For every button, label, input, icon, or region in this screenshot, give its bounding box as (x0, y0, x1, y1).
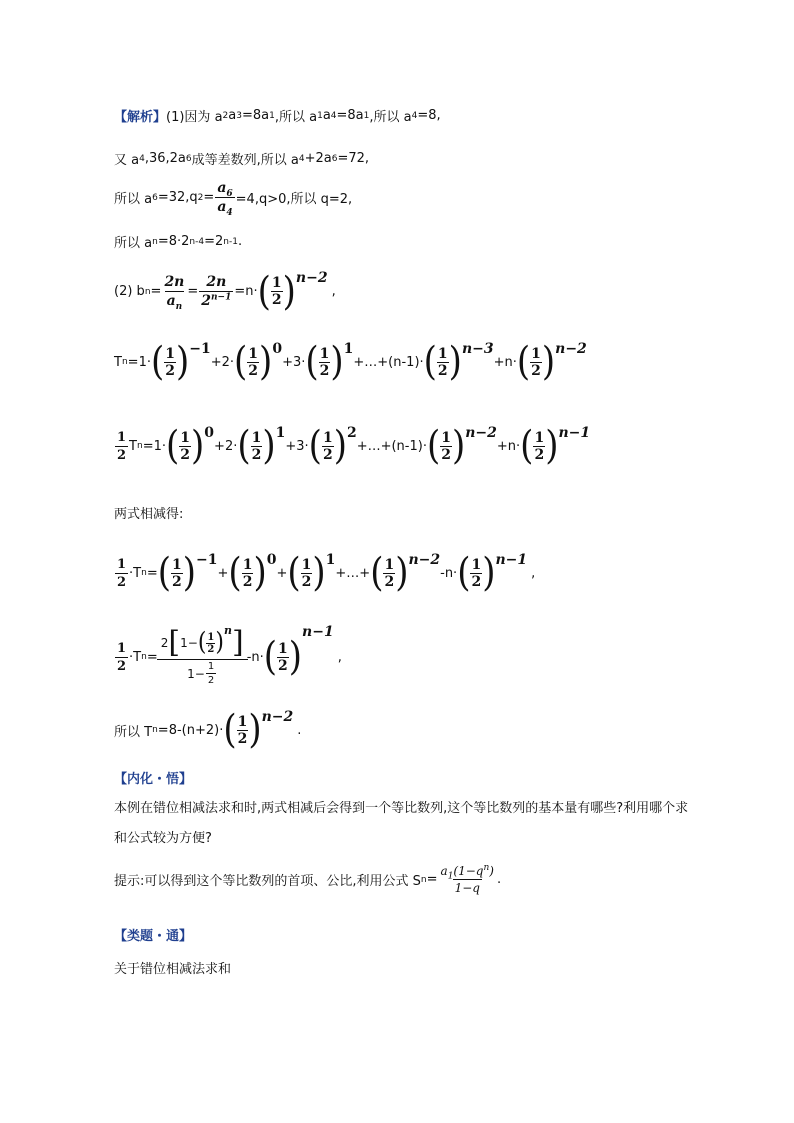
solution-line-2: 又 a 4 ,36,2a 6 成等差数列,所以 a 4 +2a 6 =72, (114, 151, 370, 168)
subtract-line-1: $\frac{1}{2}$ ·T n = ( 1 2 ) −1 + ( 1 2 ) 0 + ( 1 2 ) 1 +…+ ( 1 2 ) n−2 -n· ( 1 2 ) n−1 , (117, 550, 536, 596)
neihua-heading: 【内化・悟】 (114, 772, 193, 787)
geometric-sum-fraction: 2 [ 1− ( 1 2 ) n ] 1− $\frac{1}{2}$ (159, 628, 246, 686)
leiti-heading: 【类题・通】 (114, 929, 193, 944)
final-tn-line: 所以 T n =8-(n+2)· ( 1 2 ) n−2 . (114, 707, 302, 753)
half-tn-sum-line: $\frac{1}{2}$ T n =1· ( 1 2 ) 0 +2· ( 1 2 ) 1 +3· ( 1 2 ) 2 +…+(n-1)· ( 1 2 ) n−2 +n· ( 1 2 ) n−1 (117, 423, 591, 469)
jiexi-label: 【解析】 (114, 110, 167, 125)
solution-line-1: 【解析】 (1)因为 a 2 a 3 =8a 1 ,所以 a 1 a 4 =8a 1 ,所以 a 4 =8, (114, 108, 441, 125)
solution-line-3: 所以 a 6 =32,q 2 = $\frac{a_6}{a_4}$ =4,q>0,所以 q=2, (114, 180, 353, 218)
solution-line-4: 所以 a n =8·2 n-4 =2 n-1 . (114, 234, 243, 251)
bn-formula-line: (2) b n = $\frac{2n}{a_n}$ = $\frac{2n}{2^{n-1}}$ =n· ( 1 2 ) n−2 , (114, 268, 336, 315)
sum-formula-fraction: $\frac{a_1(1-q^n)}{1-q}$ (440, 863, 494, 895)
tn-sum-line: T n =1· ( 1 2 ) −1 +2· ( 1 2 ) 0 +3· ( 1 2 ) 1 +…+(n-1)· ( 1 2 ) n−3 +n· ( 1 2 ) n−2 (114, 339, 587, 385)
tishi-line: 提示:可以得到这个等比数列的首项、公比,利用公式 S n = $\frac{a_1(1-q^n)}{1-q}$ . (114, 863, 502, 895)
subtract-line-2: $\frac{1}{2}$ ·T n = 2 [ 1− ( 1 2 ) n ] 1− $\frac{1}{2}$ -n· ( 1 2 ) n−1 , (117, 624, 342, 686)
subtract-caption: 两式相减得: (114, 507, 184, 522)
fraction-a6-a4: $\frac{a_6}{a_4}$ (217, 180, 233, 218)
neihua-paragraph: 本例在错位相减法求和时,两式相减后会得到一个等比数列,这个等比数列的基本量有哪些?利用哪个求和公式较为方便? (114, 801, 689, 846)
leiti-text: 关于错位相减法求和 (114, 962, 232, 977)
